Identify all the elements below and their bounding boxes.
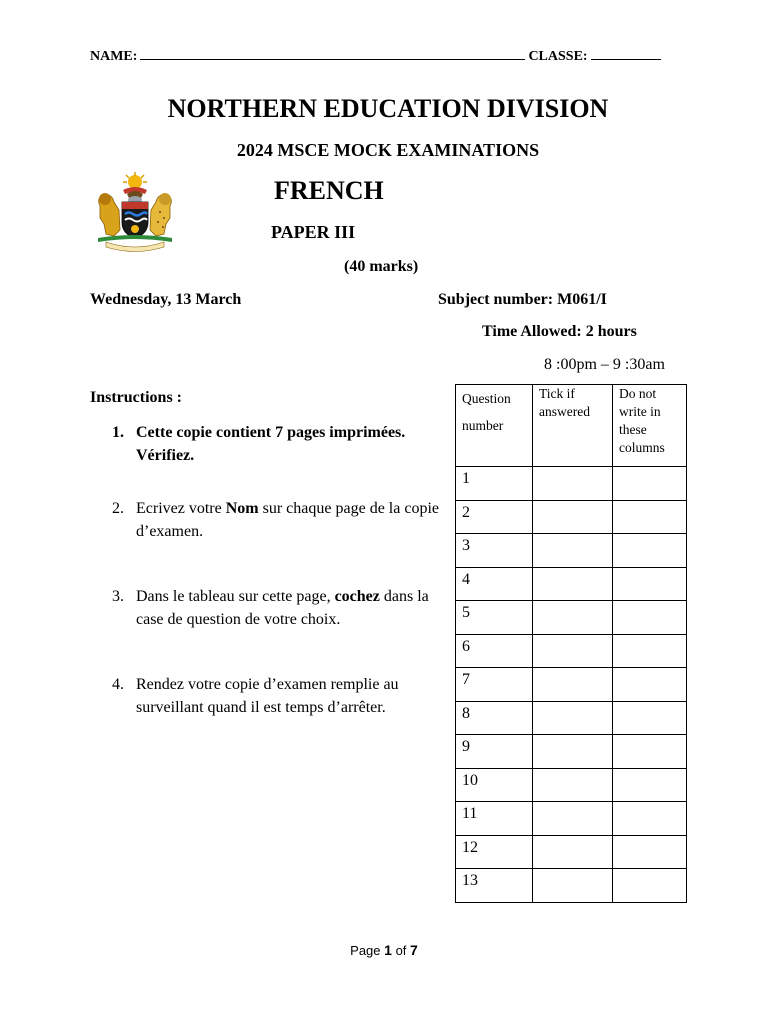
table-row	[456, 835, 687, 869]
column-header-do-not-write: Do not write in these columns	[613, 385, 687, 467]
instruction-text: Dans le tableau sur cette page, cochez dans la case de question de votre choix.	[136, 588, 429, 628]
table-row	[456, 567, 687, 601]
instruction-text: Rendez votre copie d’examen remplie au surveillant quand il est temps d’arrêter.	[136, 676, 399, 716]
do-not-write-cell	[613, 835, 687, 869]
do-not-write-cell	[613, 802, 687, 836]
question-number-cell: 11	[456, 802, 533, 836]
do-not-write-cell	[613, 701, 687, 735]
instruction-text: Ecrivez votre Nom sur chaque page de la copie d’examen.	[136, 500, 439, 540]
instruction-item	[90, 497, 440, 543]
classe-label: CLASSE:	[528, 49, 588, 64]
instruction-item	[90, 585, 440, 631]
tick-answered-cell[interactable]	[533, 802, 613, 836]
time-allowed: Time Allowed: 2 hours	[482, 323, 637, 340]
exam-title: 2024 MSCE MOCK EXAMINATIONS	[236, 140, 540, 160]
question-number-cell: 13	[456, 869, 533, 903]
malawi-coat-of-arms-icon	[92, 172, 178, 252]
tick-answered-cell[interactable]	[533, 601, 613, 635]
division-title: NORTHERN EDUCATION DIVISION	[167, 94, 609, 123]
table-row	[456, 534, 687, 568]
instruction-text: Cette copie contient 7 pages imprimées. Vérifiez.	[136, 424, 406, 464]
tick-answered-cell[interactable]	[533, 869, 613, 903]
question-number-cell: 5	[456, 601, 533, 635]
do-not-write-cell	[613, 467, 687, 501]
instruction-number: 2.	[112, 500, 124, 517]
table-row	[456, 802, 687, 836]
column-header-question-number: Question number	[456, 385, 533, 467]
tick-answered-cell[interactable]	[533, 634, 613, 668]
do-not-write-cell	[613, 500, 687, 534]
column-header-tick: Tick if answered	[533, 385, 613, 467]
table-row	[456, 601, 687, 635]
question-number-cell: 9	[456, 735, 533, 769]
instruction-item	[90, 421, 440, 467]
do-not-write-cell	[613, 869, 687, 903]
table-row	[456, 869, 687, 903]
tick-answered-cell[interactable]	[533, 567, 613, 601]
instruction-item	[90, 673, 440, 719]
do-not-write-cell	[613, 735, 687, 769]
page-word: Page	[350, 943, 381, 958]
question-number-cell: 10	[456, 768, 533, 802]
name-label: NAME:	[90, 49, 138, 64]
page-total: 7	[410, 942, 418, 958]
table-row	[456, 768, 687, 802]
tick-answered-cell[interactable]	[533, 835, 613, 869]
name-blank[interactable]	[140, 47, 525, 60]
tick-answered-cell[interactable]	[533, 735, 613, 769]
table-row	[456, 735, 687, 769]
question-number-cell: 1	[456, 467, 533, 501]
table-row	[456, 634, 687, 668]
subject-title: FRENCH	[274, 176, 384, 205]
tick-answered-cell[interactable]	[533, 668, 613, 702]
page-footer	[0, 942, 768, 958]
do-not-write-cell	[613, 534, 687, 568]
tick-answered-cell[interactable]	[533, 500, 613, 534]
tick-answered-cell[interactable]	[533, 701, 613, 735]
question-answer-table	[455, 384, 687, 903]
of-word: of	[395, 943, 407, 958]
question-number-cell: 12	[456, 835, 533, 869]
time-range: 8 :00pm – 9 :30am	[544, 356, 665, 373]
instruction-number: 4.	[112, 676, 124, 693]
instruction-number: 1.	[112, 424, 124, 441]
instruction-number: 3.	[112, 588, 124, 605]
classe-blank[interactable]	[591, 47, 661, 60]
question-number-cell: 7	[456, 668, 533, 702]
total-marks: (40 marks)	[344, 258, 419, 275]
exam-date: Wednesday, 13 March	[90, 291, 242, 308]
table-row	[456, 701, 687, 735]
table-row	[456, 467, 687, 501]
do-not-write-cell	[613, 634, 687, 668]
instructions-title: Instructions :	[90, 389, 183, 406]
paper-title: PAPER III	[271, 222, 356, 242]
tick-answered-cell[interactable]	[533, 534, 613, 568]
do-not-write-cell	[613, 567, 687, 601]
page-current: 1	[384, 942, 392, 958]
subject-number: Subject number: M061/I	[438, 291, 607, 308]
tick-answered-cell[interactable]	[533, 467, 613, 501]
do-not-write-cell	[613, 668, 687, 702]
question-number-cell: 2	[456, 500, 533, 534]
table-row	[456, 668, 687, 702]
name-classe-line	[90, 47, 661, 65]
table-header-row	[456, 385, 687, 467]
do-not-write-cell	[613, 601, 687, 635]
question-number-cell: 8	[456, 701, 533, 735]
question-number-cell: 3	[456, 534, 533, 568]
table-row	[456, 500, 687, 534]
tick-answered-cell[interactable]	[533, 768, 613, 802]
do-not-write-cell	[613, 768, 687, 802]
question-number-cell: 6	[456, 634, 533, 668]
question-number-cell: 4	[456, 567, 533, 601]
